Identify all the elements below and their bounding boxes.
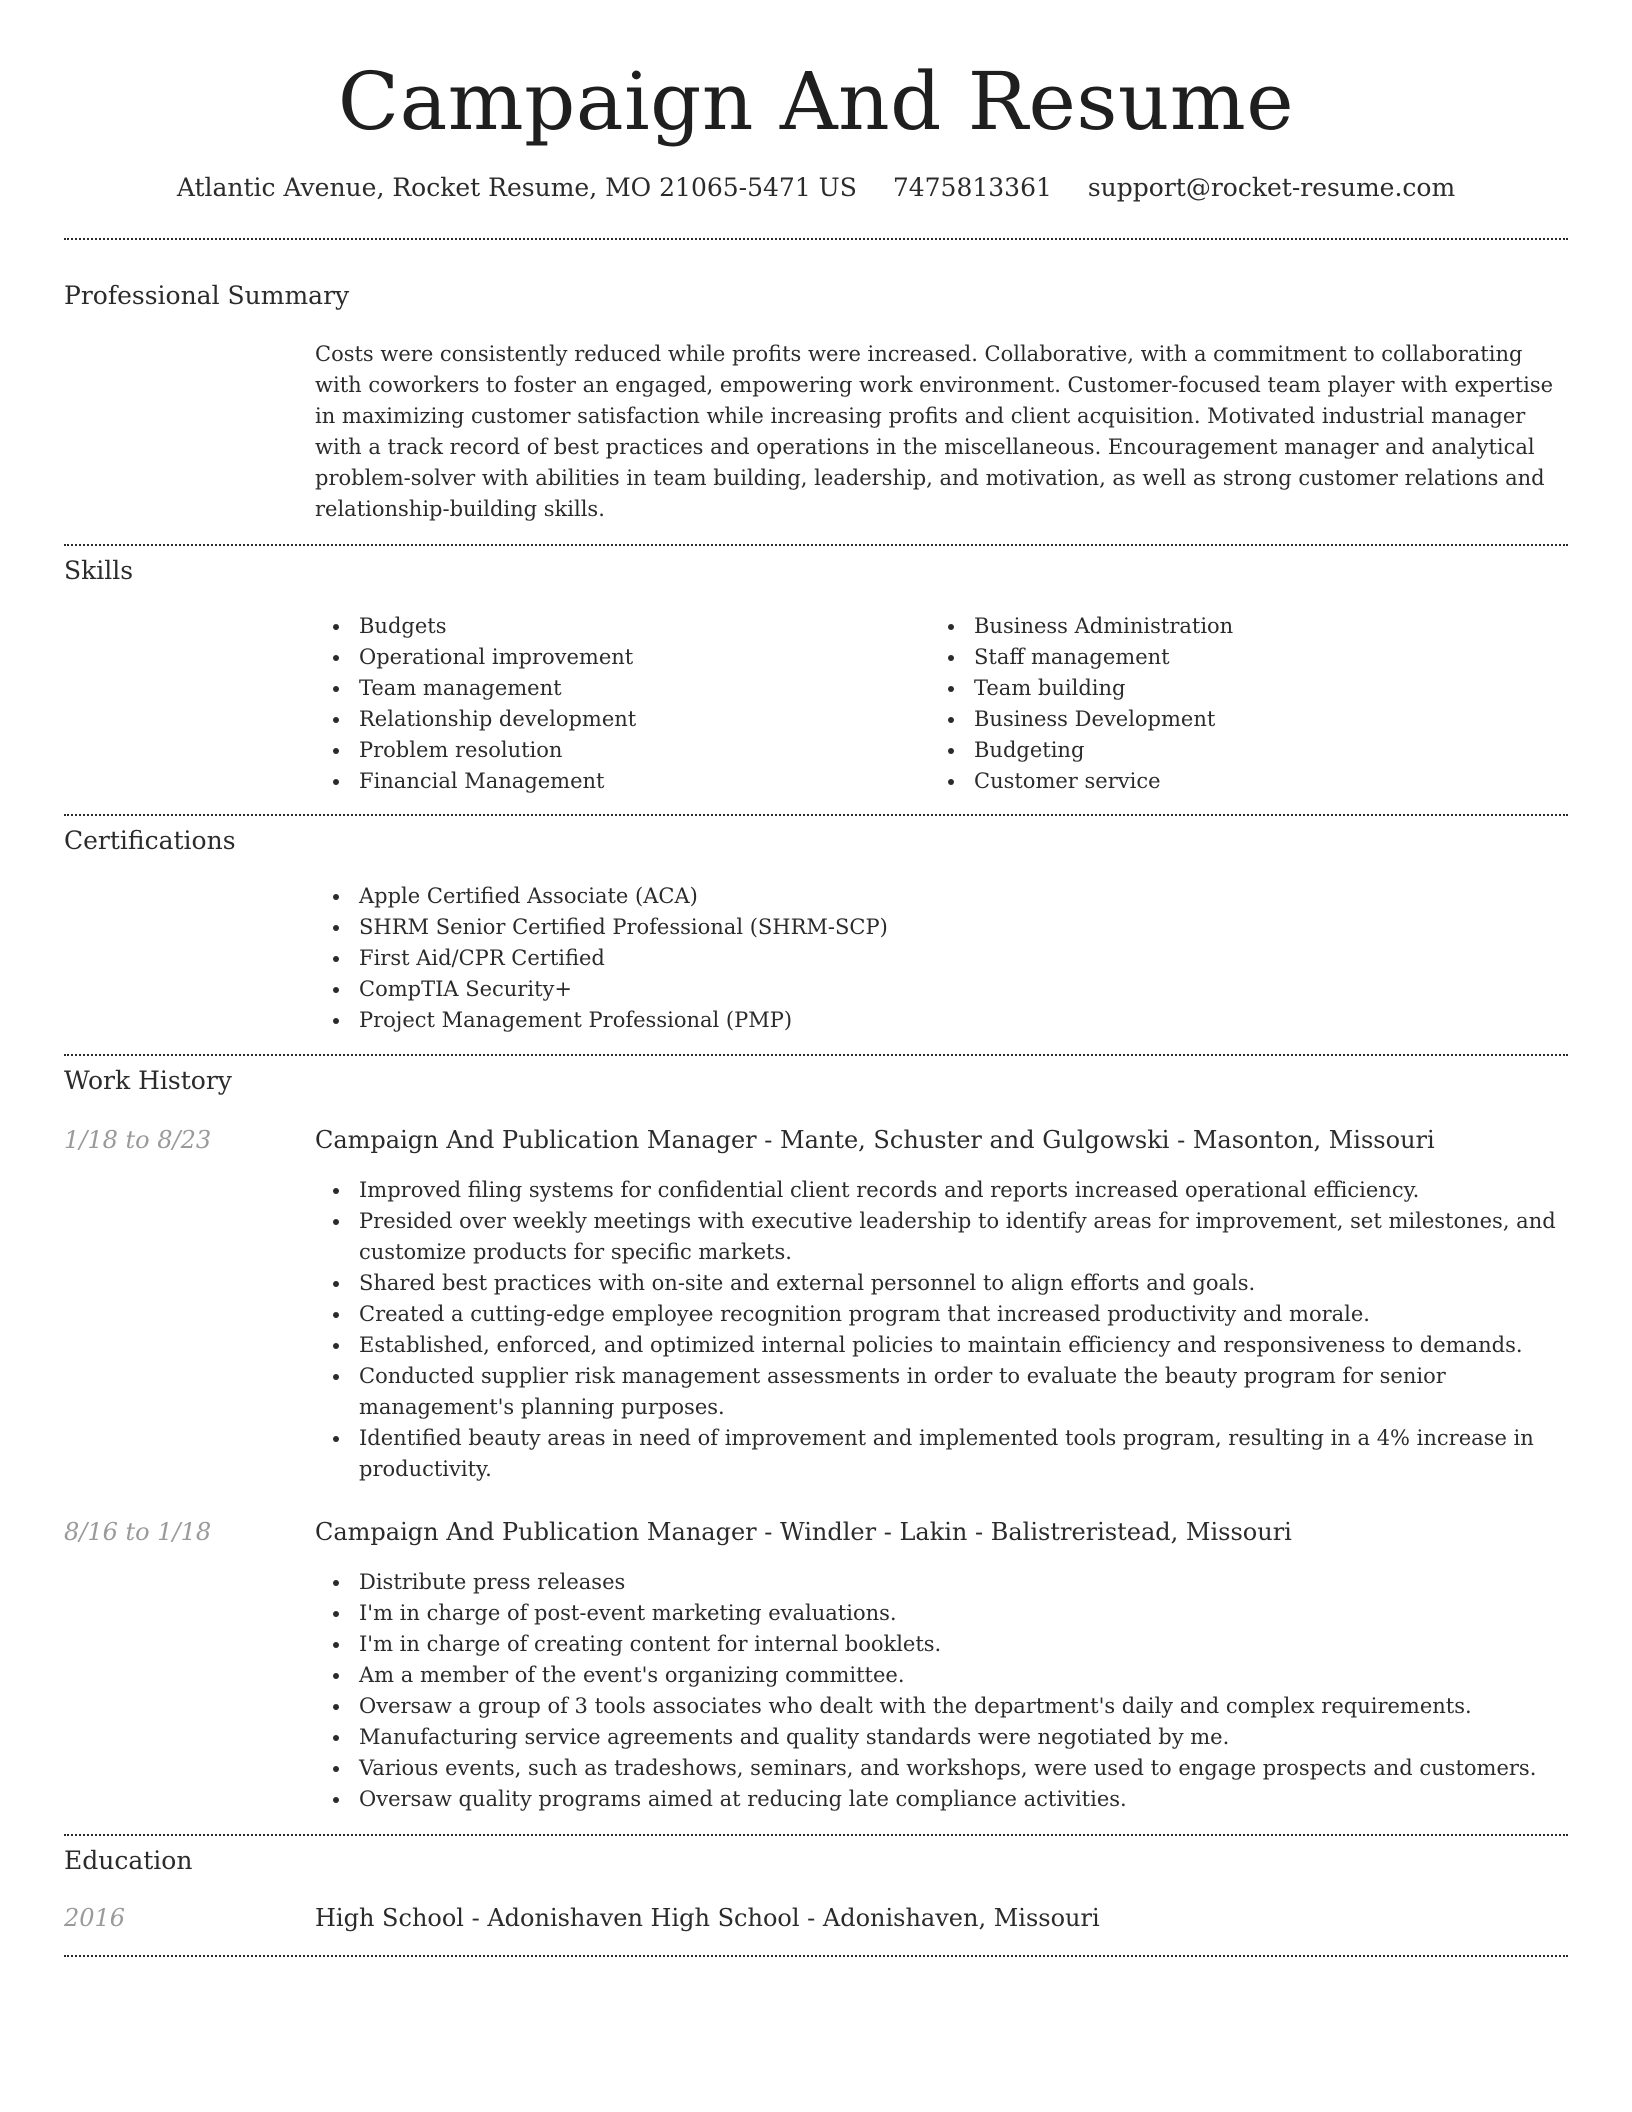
job-bullet: Manufacturing service agreements and quality standards were negotiated by me. <box>359 1722 1568 1753</box>
skill-item: Relationship development <box>359 704 919 735</box>
job-bullet: I'm in charge of creating content for internal booklets. <box>359 1629 1568 1660</box>
skill-item: Business Administration <box>974 611 1574 642</box>
certification-item: SHRM Senior Certified Professional (SHRM-SCP) <box>359 912 1559 943</box>
certification-item: First Aid/CPR Certified <box>359 943 1559 974</box>
summary-heading: Professional Summary <box>64 281 350 310</box>
certifications-list <box>315 881 1559 1036</box>
divider <box>64 1834 1568 1836</box>
summary-text: Costs were consistently reduced while profits were increased. Collaborative, with a commitment to collaborating with coworkers to foster an engaged, empowering work environment. Customer-focused team player with expertise in maximizing customer satisfaction while increasing profits and client acquisition. Motivated industrial manager with a track record of best practices and operations in the miscellaneous. Encouragement manager and analytical problem-solver with abilities in team building, leadership, and motivation, as well as strong customer relations and relationship-building skills. <box>315 342 1554 521</box>
job-bullet: I'm in charge of post-event marketing evaluations. <box>359 1598 1568 1629</box>
job-dates: 1/18 to 8/23 <box>64 1126 212 1154</box>
certification-item: Apple Certified Associate (ACA) <box>359 881 1559 912</box>
job-bullet: Identified beauty areas in need of improvement and implemented tools program, resulting in a 4% increase in productivity. <box>359 1423 1568 1485</box>
skill-item: Problem resolution <box>359 735 919 766</box>
job-title: Campaign And Publication Manager - Mante, Schuster and Gulgowski - Masonton, Missouri <box>315 1126 1435 1154</box>
job-bullet: Established, enforced, and optimized internal policies to maintain efficiency and responsiveness to demands. <box>359 1330 1568 1361</box>
divider <box>64 1054 1568 1056</box>
education-entry: High School - Adonishaven High School - Adonishaven, Missouri <box>315 1904 1100 1932</box>
job-bullet: Am a member of the event's organizing committee. <box>359 1660 1568 1691</box>
skill-item: Budgeting <box>974 735 1574 766</box>
education-year: 2016 <box>64 1904 126 1932</box>
skill-item: Financial Management <box>359 766 919 797</box>
skill-item: Staff management <box>974 642 1574 673</box>
divider <box>64 814 1568 816</box>
divider <box>64 1955 1568 1957</box>
job-bullet: Created a cutting-edge employee recognition program that increased productivity and morale. <box>359 1299 1568 1330</box>
contact-email: support@rocket-resume.com <box>1087 173 1456 202</box>
certification-item: CompTIA Security+ <box>359 974 1559 1005</box>
skill-item: Operational improvement <box>359 642 919 673</box>
certification-item: Project Management Professional (PMP) <box>359 1005 1559 1036</box>
resume-name: Campaign And Resume <box>337 55 1295 148</box>
job-bullet: Oversaw quality programs aimed at reducing late compliance activities. <box>359 1784 1568 1815</box>
skill-item: Team management <box>359 673 919 704</box>
skills-list-left <box>315 611 919 797</box>
job-bullet: Presided over weekly meetings with executive leadership to identify areas for improvement, set milestones, and customize products for specific markets. <box>359 1206 1568 1268</box>
job-bullets <box>315 1175 1568 1485</box>
skill-item: Customer service <box>974 766 1574 797</box>
job-bullet: Shared best practices with on-site and external personnel to align efforts and goals. <box>359 1268 1568 1299</box>
divider <box>64 238 1568 240</box>
education-heading: Education <box>64 1846 193 1875</box>
contact-address: Atlantic Avenue, Rocket Resume, MO 21065-5471 US <box>176 173 857 202</box>
work-history-heading: Work History <box>64 1066 232 1095</box>
skill-item: Business Development <box>974 704 1574 735</box>
job-bullet: Oversaw a group of 3 tools associates who dealt with the department's daily and complex requirements. <box>359 1691 1568 1722</box>
job-title: Campaign And Publication Manager - Windler - Lakin - Balistreristead, Missouri <box>315 1518 1292 1546</box>
skills-heading: Skills <box>64 556 134 585</box>
skill-item: Team building <box>974 673 1574 704</box>
skill-item: Budgets <box>359 611 919 642</box>
skills-list-right <box>930 611 1574 797</box>
contact-line <box>0 168 1632 208</box>
job-bullet: Conducted supplier risk management assessments in order to evaluate the beauty program for senior management's planning purposes. <box>359 1361 1568 1423</box>
job-bullet: Improved filing systems for confidential client records and reports increased operational efficiency. <box>359 1175 1568 1206</box>
contact-phone: 7475813361 <box>892 173 1052 202</box>
job-bullet: Various events, such as tradeshows, seminars, and workshops, were used to engage prospects and customers. <box>359 1753 1568 1784</box>
job-bullets <box>315 1567 1568 1815</box>
certifications-heading: Certifications <box>64 826 236 855</box>
job-dates: 8/16 to 1/18 <box>64 1518 212 1546</box>
job-bullet: Distribute press releases <box>359 1567 1568 1598</box>
divider <box>64 544 1568 546</box>
